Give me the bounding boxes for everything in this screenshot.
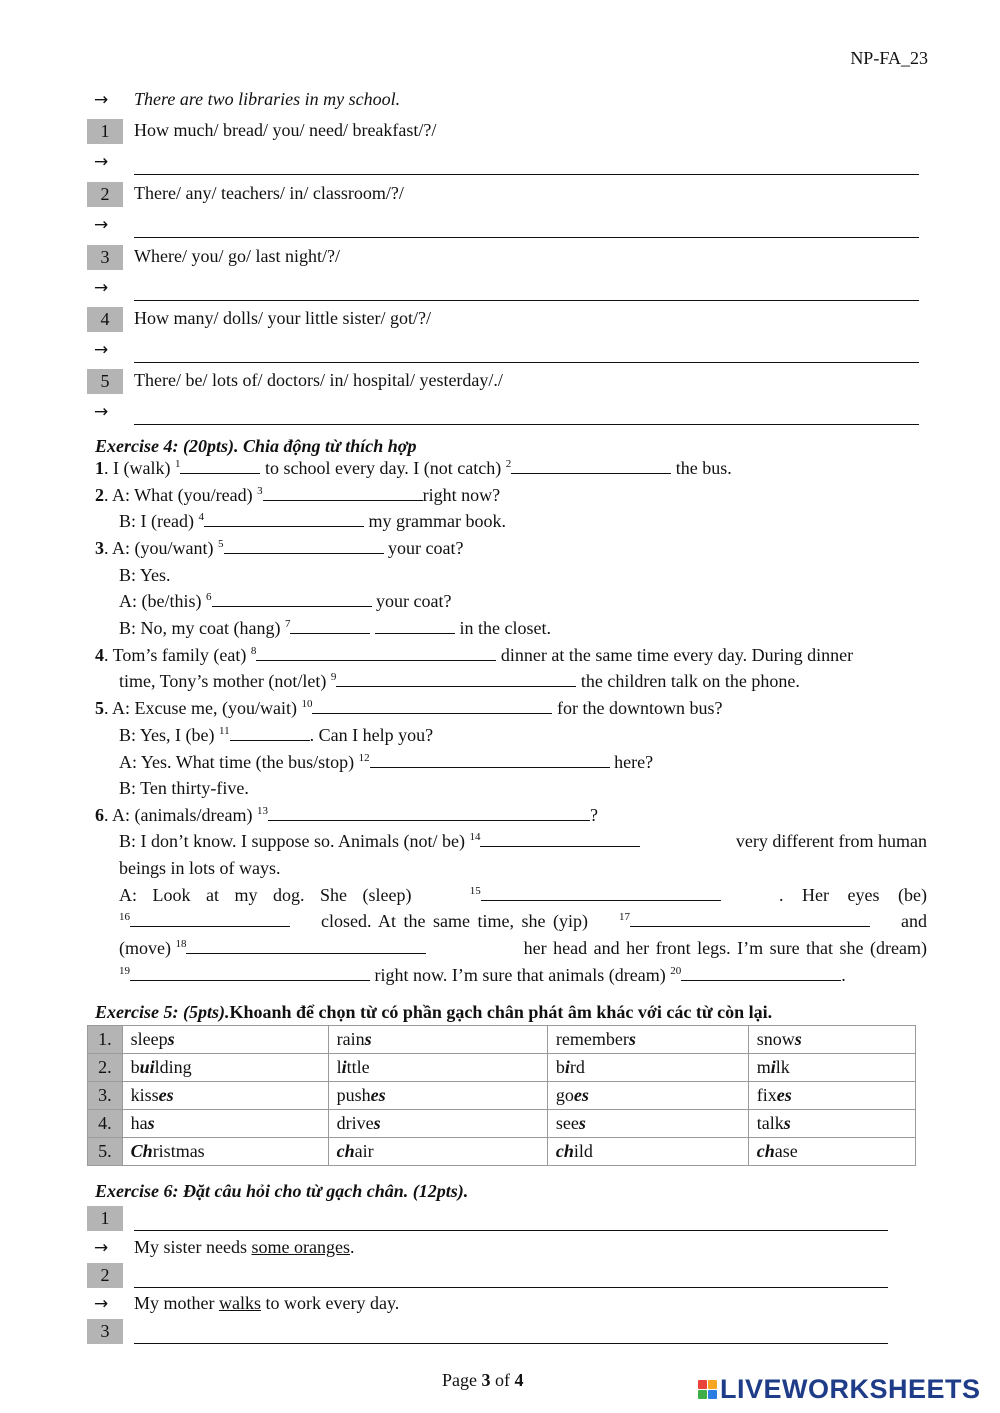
question-text: A: (be/this)	[119, 591, 206, 611]
highlighted-letters: es	[776, 1085, 792, 1105]
question-text: in the closet.	[454, 618, 551, 638]
question-text: for the downtown bus?	[552, 698, 723, 718]
highlighted-letters: s	[364, 1029, 372, 1049]
word-part: ttle	[346, 1057, 370, 1077]
question-number-box: 1	[87, 119, 123, 144]
question-text: A: Look at my dog. She (sleep)	[119, 885, 412, 905]
sentence-text: My sister needs	[134, 1237, 252, 1257]
exercise-4-title: Exercise 4: (20pts). Chia động từ thích hợp	[95, 436, 417, 456]
word-option[interactable]	[547, 1054, 748, 1082]
logo-square	[698, 1390, 707, 1399]
ex4-q6-a2	[119, 911, 927, 932]
answer-line[interactable]	[134, 424, 919, 425]
answer-blank[interactable]	[224, 538, 384, 554]
question-number-box: 3	[87, 245, 123, 270]
question-text: B: Yes, I (be)	[119, 725, 220, 745]
ex4-q3-a	[119, 591, 451, 612]
answer-line[interactable]	[134, 1343, 888, 1344]
word-option[interactable]	[748, 1082, 915, 1110]
answer-blank[interactable]	[230, 725, 310, 741]
question-prompt: How much/ bread/ you/ need/ breakfast/?/	[134, 120, 437, 140]
total-pages: 4	[514, 1370, 524, 1390]
highlighted-letters: es	[370, 1085, 386, 1105]
highlighted-letters: s	[147, 1113, 155, 1133]
table-row	[88, 1026, 916, 1054]
logo-icon	[698, 1380, 717, 1399]
answer-blank[interactable]	[481, 885, 721, 901]
answer-blank[interactable]	[312, 698, 552, 714]
answer-line[interactable]	[134, 237, 919, 238]
table-row	[88, 1082, 916, 1110]
question-text: your coat?	[383, 538, 464, 558]
logo-text: LIVEWORKSHEETS	[720, 1373, 981, 1404]
arrow-icon: →	[94, 340, 109, 360]
word-part: kiss	[130, 1085, 159, 1105]
exercise-5-title	[95, 1002, 772, 1023]
ex4-q6-b1	[119, 831, 927, 852]
question-text: . I (walk)	[104, 458, 175, 478]
question-text: . A: (you/want)	[104, 538, 218, 558]
question-number: 4	[95, 645, 104, 665]
word-part: ristmas	[152, 1141, 205, 1161]
question-text: right now?	[422, 485, 501, 505]
question-text: and	[901, 911, 927, 931]
word-part: m	[756, 1057, 771, 1077]
highlighted-letters: es	[158, 1085, 174, 1105]
ex4-q5-b3: B: Ten thirty-five.	[119, 778, 249, 798]
answer-blank[interactable]	[681, 965, 841, 981]
example-answer: There are two libraries in my school.	[134, 89, 401, 109]
word-option[interactable]	[328, 1138, 547, 1166]
question-text: my grammar book.	[363, 511, 506, 531]
highlighted-letters: s	[373, 1113, 381, 1133]
question-prompt: There/ be/ lots of/ doctors/ in/ hospital/ yesterday/./	[134, 370, 503, 390]
word-part: fix	[756, 1085, 777, 1105]
ex4-q5-b	[119, 725, 433, 746]
highlighted-letters: ch	[555, 1141, 574, 1161]
highlighted-letters: s	[167, 1029, 175, 1049]
ex4-q5	[95, 698, 722, 719]
question-text: the bus.	[671, 458, 732, 478]
word-part: lding	[154, 1057, 192, 1077]
answer-blank[interactable]	[630, 911, 870, 927]
ex4-q6-a4	[119, 965, 846, 986]
sentence-text: .	[349, 1237, 355, 1257]
blank-number: 8	[250, 645, 257, 657]
arrow-icon: →	[94, 152, 109, 172]
word-part: ha	[130, 1113, 148, 1133]
ex4-q2-b	[119, 511, 506, 532]
question-text: B: I (read)	[119, 511, 199, 531]
row-number: 3.	[88, 1082, 123, 1110]
arrow-icon: →	[94, 402, 109, 422]
answer-line[interactable]	[134, 1230, 888, 1231]
blank-number: 15	[469, 885, 481, 897]
question-number-box: 1	[87, 1206, 123, 1231]
word-option[interactable]	[122, 1138, 328, 1166]
row-number: 2.	[88, 1054, 123, 1082]
exercise-6-title: Exercise 6: Đặt câu hỏi cho từ gạch chân. (12pts).	[95, 1181, 469, 1201]
underlined-phrase: walks	[219, 1293, 261, 1313]
blank-number: 12	[358, 752, 370, 764]
answer-blank[interactable]	[180, 458, 260, 474]
row-number: 4.	[88, 1110, 123, 1138]
ex4-q6-a1	[119, 885, 927, 906]
word-part: rd	[569, 1057, 585, 1077]
word-part: l	[336, 1057, 342, 1077]
word-part: talk	[756, 1113, 784, 1133]
question-text: . A: (animals/dream)	[104, 805, 257, 825]
answer-blank[interactable]	[370, 752, 610, 768]
question-text: her head and her front legs. I’m sure that she (dream)	[523, 938, 927, 958]
ex4-q3	[95, 538, 463, 559]
word-part: sleep	[130, 1029, 168, 1049]
exercise-5-title-instruction: Khoanh để chọn từ có phần gạch chân phát âm khác với các từ còn lại.	[229, 1002, 773, 1022]
question-text: . A: Excuse me, (you/wait)	[104, 698, 302, 718]
arrow-icon: →	[94, 215, 109, 235]
answer-line[interactable]	[134, 1287, 888, 1288]
ex4-q1	[95, 458, 732, 479]
ex4-q4	[95, 645, 853, 666]
question-text: here?	[609, 752, 654, 772]
highlighted-letters: ui	[139, 1057, 155, 1077]
answer-blank[interactable]	[263, 485, 423, 501]
question-number: 1	[95, 458, 104, 478]
question-text: . Her eyes (be)	[779, 885, 927, 905]
word-option[interactable]	[748, 1054, 915, 1082]
ex4-q5-a	[119, 752, 653, 773]
answer-blank[interactable]	[375, 618, 455, 634]
answer-blank[interactable]	[130, 965, 370, 981]
sentence-text: to work every day.	[261, 1293, 400, 1313]
ex4-q6	[95, 805, 598, 826]
question-number: 2	[95, 485, 104, 505]
question-text: very different from human	[735, 831, 927, 851]
highlighted-letters: i	[564, 1057, 570, 1077]
ex4-q4-line2	[119, 671, 800, 692]
ex4-q2	[95, 485, 500, 506]
blank-number: 17	[618, 911, 630, 923]
word-option[interactable]	[328, 1082, 547, 1110]
arrow-icon: →	[94, 278, 109, 298]
word-option[interactable]	[328, 1026, 547, 1054]
table-row	[88, 1054, 916, 1082]
word-part: see	[555, 1113, 579, 1133]
question-text: the children talk on the phone.	[576, 671, 800, 691]
page-label: Page	[442, 1370, 482, 1390]
arrow-icon: →	[94, 1294, 109, 1314]
word-part: remember	[555, 1029, 629, 1049]
current-page: 3	[481, 1370, 491, 1390]
highlighted-letters: s	[783, 1113, 791, 1133]
word-option[interactable]	[547, 1138, 748, 1166]
word-part: air	[354, 1141, 374, 1161]
highlighted-letters: i	[341, 1057, 347, 1077]
question-prompt: How many/ dolls/ your little sister/ got/?/	[134, 308, 431, 328]
ex4-q6-b2: beings in lots of ways.	[119, 858, 281, 878]
answer-line[interactable]	[134, 300, 919, 301]
answer-blank[interactable]	[290, 618, 370, 634]
word-part: b	[555, 1057, 565, 1077]
question-text: time, Tony’s mother (not/let)	[119, 671, 331, 691]
question-text: B: I don’t know. I suppose so. Animals (not/ be)	[119, 831, 470, 851]
answer-blank[interactable]	[204, 511, 364, 527]
question-text: B: No, my coat (hang)	[119, 618, 285, 638]
word-part: go	[555, 1085, 574, 1105]
page-number	[442, 1370, 524, 1391]
answer-blank[interactable]	[511, 458, 671, 474]
word-option[interactable]	[328, 1054, 547, 1082]
ex4-q3-yes: B: Yes.	[119, 565, 171, 585]
question-text: .	[841, 965, 846, 985]
word-option[interactable]	[748, 1138, 915, 1166]
exercise-5-title-label: Exercise 5: (5pts).	[95, 1002, 230, 1022]
word-option[interactable]	[748, 1110, 915, 1138]
sentence-text: My mother	[134, 1293, 219, 1313]
question-text: closed. At the same time, she (yip)	[321, 911, 588, 931]
question-number-box: 3	[87, 1319, 123, 1344]
word-part: push	[336, 1085, 371, 1105]
blank-number: 1	[174, 458, 181, 470]
table-row	[88, 1110, 916, 1138]
question-text: right now. I’m sure that animals (dream)	[370, 965, 671, 985]
question-text: A: Yes. What time (the bus/stop)	[119, 752, 359, 772]
word-option[interactable]	[122, 1026, 328, 1054]
word-option[interactable]	[122, 1054, 328, 1082]
answer-blank[interactable]	[336, 671, 576, 687]
logo-square	[708, 1390, 717, 1399]
word-part: b	[130, 1057, 140, 1077]
blank-number: 14	[469, 831, 481, 843]
blank-number: 20	[670, 965, 682, 977]
word-part: ild	[573, 1141, 593, 1161]
word-part: ase	[774, 1141, 798, 1161]
question-number-box: 2	[87, 1263, 123, 1288]
liveworksheets-logo[interactable]	[698, 1374, 981, 1404]
question-number-box: 5	[87, 369, 123, 394]
ex4-q6-a3	[119, 938, 927, 959]
word-option[interactable]	[547, 1026, 748, 1054]
blank-number: 11	[219, 725, 230, 737]
row-number: 1.	[88, 1026, 123, 1054]
blank-number: 16	[119, 911, 130, 923]
question-text: to school every day. I (not catch)	[260, 458, 506, 478]
exercise-5-table	[87, 1025, 916, 1166]
highlighted-letters: s	[794, 1029, 802, 1049]
word-part: rain	[336, 1029, 365, 1049]
arrow-icon: →	[94, 1238, 109, 1258]
highlighted-letters: es	[573, 1085, 589, 1105]
ex4-q3-b	[119, 618, 551, 639]
ex6-sentence-1	[134, 1237, 354, 1258]
blank-number: 3	[257, 485, 263, 497]
table-row	[88, 1138, 916, 1166]
question-text: . Can I help you?	[309, 725, 434, 745]
blank-number: 10	[301, 698, 313, 710]
question-number: 6	[95, 805, 104, 825]
question-text: ?	[589, 805, 598, 825]
answer-blank[interactable]	[256, 645, 496, 661]
word-part: drive	[336, 1113, 374, 1133]
highlighted-letters: i	[770, 1057, 776, 1077]
blank-number: 19	[119, 965, 130, 977]
page-label: of	[490, 1370, 515, 1390]
document-code: NP-FA_23	[850, 48, 928, 68]
blank-number: 2	[505, 458, 512, 470]
answer-blank[interactable]	[130, 911, 290, 927]
highlighted-letters: ch	[336, 1141, 355, 1161]
word-part: snow	[756, 1029, 795, 1049]
question-number-box: 2	[87, 182, 123, 207]
answer-line[interactable]	[134, 174, 919, 175]
word-option[interactable]	[547, 1110, 748, 1138]
highlighted-letters: s	[628, 1029, 636, 1049]
highlighted-letters: ch	[756, 1141, 775, 1161]
logo-square	[698, 1380, 707, 1389]
word-option[interactable]	[122, 1082, 328, 1110]
word-option[interactable]	[122, 1110, 328, 1138]
question-text: (move)	[119, 938, 176, 958]
word-option[interactable]	[748, 1026, 915, 1054]
word-part: lk	[775, 1057, 790, 1077]
blank-number: 18	[175, 938, 187, 950]
answer-blank[interactable]	[480, 831, 640, 847]
word-option[interactable]	[547, 1082, 748, 1110]
blank-number: 4	[198, 511, 204, 523]
arrow-icon: →	[94, 90, 109, 110]
underlined-phrase: some oranges	[251, 1237, 350, 1257]
blank-number: 7	[284, 618, 291, 630]
word-option[interactable]	[328, 1110, 547, 1138]
answer-blank[interactable]	[186, 938, 426, 954]
question-prompt: Where/ you/ go/ last night/?/	[134, 246, 340, 266]
highlighted-letters: s	[578, 1113, 586, 1133]
answer-blank[interactable]	[268, 805, 590, 821]
logo-square	[708, 1380, 717, 1389]
blank-number: 13	[256, 805, 268, 817]
question-number-box: 4	[87, 307, 123, 332]
question-text: your coat?	[371, 591, 452, 611]
highlighted-letters: Ch	[130, 1141, 153, 1161]
question-number: 5	[95, 698, 104, 718]
ex6-sentence-2	[134, 1293, 399, 1314]
question-prompt: There/ any/ teachers/ in/ classroom/?/	[134, 183, 404, 203]
row-number: 5.	[88, 1138, 123, 1166]
answer-blank[interactable]	[212, 591, 372, 607]
blank-number: 9	[330, 671, 337, 683]
question-number: 3	[95, 538, 104, 558]
answer-line[interactable]	[134, 362, 919, 363]
blank-number: 5	[218, 538, 224, 550]
question-text: . Tom’s family (eat)	[104, 645, 251, 665]
question-text: . A: What (you/read)	[104, 485, 258, 505]
question-text: dinner at the same time every day. During dinner	[496, 645, 854, 665]
blank-number: 6	[206, 591, 212, 603]
